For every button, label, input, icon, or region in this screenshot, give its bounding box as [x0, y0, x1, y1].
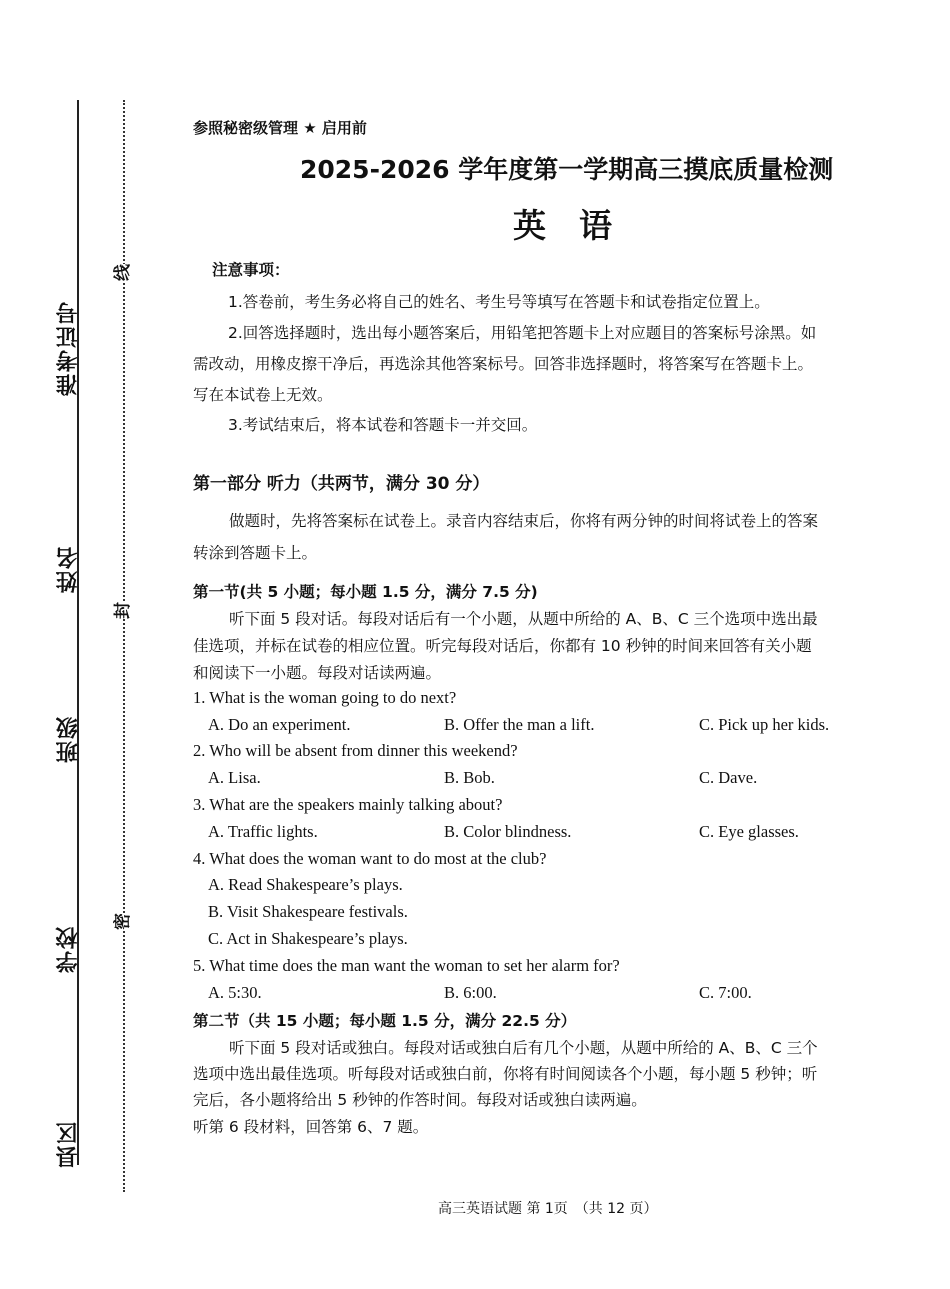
part1-intro-2: 转涂到答题卡上。	[193, 544, 318, 562]
q1-option-a: A. Do an experiment.	[208, 715, 351, 734]
section1-heading: 第一节(共 5 小题；每小题 1.5 分，满分 7.5 分)	[193, 583, 538, 601]
section2-heading: 第二节（共 15 小题；每小题 1.5 分，满分 22.5 分）	[193, 1012, 577, 1030]
question-5: 5. What time does the man want the woman to set her alarm for?	[193, 956, 620, 975]
mark-seal: 封	[106, 602, 135, 619]
label-school: 学校	[56, 925, 81, 973]
section1-instr-3: 和阅读下一小题。每段对话读两遍。	[193, 664, 442, 682]
notice-item-1: 1.答卷前，考生务必将自己的姓名、考生号等填写在答题卡和试卷指定位置上。	[228, 293, 770, 311]
section2-instr-2: 选项中选出最佳选项。听每段对话或独白前，你将有时间阅读各个小题，每小题 5 秒钟；听	[193, 1065, 818, 1083]
label-county: 县区	[56, 1120, 81, 1168]
section1-instr-1: 听下面 5 段对话。每段对话后有一个小题，从题中所给的 A、B、C 三个选项中选出最	[229, 610, 818, 628]
q4-option-a: A. Read Shakespeare’s plays.	[208, 875, 403, 894]
part1-heading: 第一部分 听力（共两节，满分 30 分）	[193, 474, 490, 494]
question-1: 1. What is the woman going to do next?	[193, 688, 457, 707]
label-exam-number: 准考证号	[56, 300, 81, 396]
q4-option-b: B. Visit Shakespeare festivals.	[208, 902, 408, 921]
question-4: 4. What does the woman want to do most at the club?	[193, 849, 547, 868]
q2-option-a: A. Lisa.	[208, 768, 261, 787]
question-2: 2. Who will be absent from dinner this weekend?	[193, 741, 518, 760]
q2-option-c: C. Dave.	[699, 768, 758, 787]
section1-instr-2: 佳选项，并标在试卷的相应位置。听完每段对话后，你都有 10 秒钟的时间来回答有关小题	[193, 637, 812, 655]
mark-secret: 密	[106, 913, 135, 930]
q1-option-c: C. Pick up her kids.	[699, 715, 830, 734]
page-footer: 高三英语试题 第 1页 （共 12 页）	[438, 1201, 658, 1217]
notice-item-2-cont: 需改动，用橡皮擦干净后，再选涂其他答案标号。回答非选择题时，将答案写在答题卡上。	[193, 355, 814, 373]
q5-option-b: B. 6:00.	[444, 983, 497, 1002]
part1-intro-1: 做题时，先将答案标在试卷上。录音内容结束后，你将有两分钟的时间将试卷上的答案	[229, 512, 819, 530]
label-class: 班级	[56, 715, 81, 763]
question-3: 3. What are the speakers mainly talking about?	[193, 795, 503, 814]
section2-instr-3: 完后，各小题将给出 5 秒钟的作答时间。每段对话或独白读两遍。	[193, 1091, 647, 1109]
section2-material-note: 听第 6 段材料，回答第 6、7 题。	[193, 1118, 429, 1136]
q3-option-b: B. Color blindness.	[444, 822, 572, 841]
binding-solid-line	[77, 100, 79, 1165]
q5-option-a: A. 5:30.	[208, 983, 262, 1002]
q3-option-c: C. Eye glasses.	[699, 822, 799, 841]
notice-heading: 注意事项：	[212, 261, 290, 279]
label-name: 姓名	[56, 545, 81, 593]
exam-title: 2025-2026 学年度第一学期高三摸底质量检测	[300, 155, 834, 184]
secret-level: 参照秘密级管理 ★ 启用前	[193, 119, 367, 137]
subject-title: 英 语	[513, 206, 612, 245]
section2-instr-1: 听下面 5 段对话或独白。每段对话或独白后有几个小题，从题中所给的 A、B、C 三个	[229, 1039, 818, 1057]
q2-option-b: B. Bob.	[444, 768, 495, 787]
q3-option-a: A. Traffic lights.	[208, 822, 318, 841]
q5-option-c: C. 7:00.	[699, 983, 752, 1002]
q1-option-b: B. Offer the man a lift.	[444, 715, 595, 734]
q4-option-c: C. Act in Shakespeare’s plays.	[208, 929, 408, 948]
notice-item-3: 3.考试结束后，将本试卷和答题卡一并交回。	[228, 416, 538, 434]
mark-line: 线	[106, 264, 135, 281]
notice-item-2-end: 写在本试卷上无效。	[193, 386, 333, 404]
notice-item-2: 2.回答选择题时，选出每小题答案后，用铅笔把答题卡上对应题目的答案标号涂黑。如	[228, 324, 817, 342]
